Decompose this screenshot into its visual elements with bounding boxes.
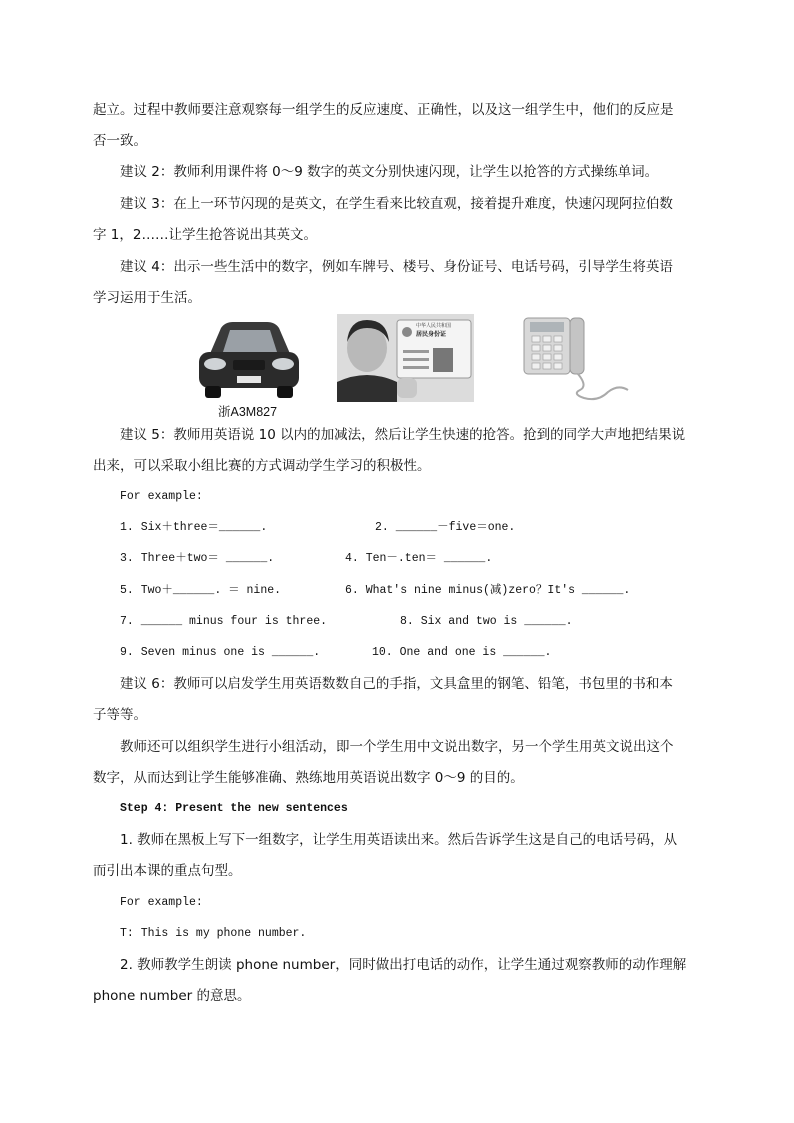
exercise-9: 9. Seven minus one is ______. [120, 646, 321, 659]
exercise-10: 10. One and one is ______. [372, 646, 552, 659]
suggestion-3: 建议 3：在上一环节闪现的是英文，在学生看来比较直观，接着提升难度，快速闪现阿拉伯数 [120, 196, 673, 212]
paragraph-line: 数字，从而达到让学生能够准确、熟练地用英语说出数字 0～9 的目的。 [93, 770, 524, 786]
car-photo [195, 314, 303, 402]
suggestion-2: 建议 2：教师利用课件将 0～9 数字的英文分别快速闪现，让学生以抢答的方式操练单词。 [120, 164, 659, 180]
step-4-heading: Step 4: Present the new sentences [120, 802, 348, 815]
paragraph-line: 否一致。 [93, 133, 147, 149]
exercise-6: 6. What's nine minus(减)zero？It's ______. [345, 584, 631, 597]
paragraph-line: 而引出本课的重点句型。 [93, 863, 242, 879]
for-example-label: For example: [120, 896, 203, 909]
paragraph-line: 子等等。 [93, 707, 147, 723]
telephone-icon [518, 314, 633, 402]
exercise-5: 5. Two＋______. ＝ nine. [120, 584, 282, 597]
card-subtitle: 居民身份证 [416, 331, 447, 338]
teacher-line: T: This is my phone number. [120, 927, 307, 940]
suggestion-4: 建议 4：出示一些生活中的数字，例如车牌号、楼号、身份证号、电话号码，引导学生将英语 [120, 259, 673, 275]
paragraph-line: 起立。过程中教师要注意观察每一组学生的反应速度、正确性，以及这一组学生中，他们的反应是 [93, 102, 674, 118]
paragraph-line: 1. 教师在黑板上写下一组数字，让学生用英语读出来。然后告诉学生这是自己的电话号码，从 [120, 832, 678, 848]
card-title: 中华人民共和国 [416, 323, 452, 329]
exercise-7: 7. ______ minus four is three. [120, 615, 328, 628]
exercise-4: 4. Ten－.ten＝ ______. [345, 552, 493, 565]
exercise-2: 2. ______－five＝one. [375, 521, 516, 534]
for-example-label: For example: [120, 490, 203, 503]
paragraph-line: 学习运用于生活。 [93, 290, 201, 306]
paragraph-line: 出来，可以采取小组比赛的方式调动学生学习的积极性。 [93, 458, 431, 474]
exercise-1: 1. Six＋three＝______. [120, 521, 268, 534]
paragraph-line: phone number 的意思。 [93, 988, 251, 1004]
exercise-3: 3. Three＋two＝ ______. [120, 552, 275, 565]
paragraph-line: 教师还可以组织学生进行小组活动，即一个学生用中文说出数字，另一个学生用英文说出这个 [120, 739, 674, 755]
person-with-id-card-icon [337, 314, 474, 402]
car-icon [195, 314, 303, 402]
suggestion-6: 建议 6：教师可以启发学生用英语数数自己的手指，文具盒里的钢笔、铅笔，书包里的书和本 [120, 676, 673, 692]
exercise-8: 8. Six and two is ______. [400, 615, 573, 628]
telephone-photo [518, 314, 633, 402]
license-plate-caption: 浙A3M827 [218, 405, 278, 419]
paragraph-line: 字 1，2……让学生抢答说出其英文。 [93, 227, 317, 243]
paragraph-line: 2. 教师教学生朗读 phone number，同时做出打电话的动作，让学生通过观察教师的动作理解 [120, 957, 687, 973]
id-card-photo [337, 314, 474, 402]
suggestion-5: 建议 5：教师用英语说 10 以内的加减法，然后让学生快速的抢答。抢到的同学大声地把结果说 [120, 427, 686, 443]
